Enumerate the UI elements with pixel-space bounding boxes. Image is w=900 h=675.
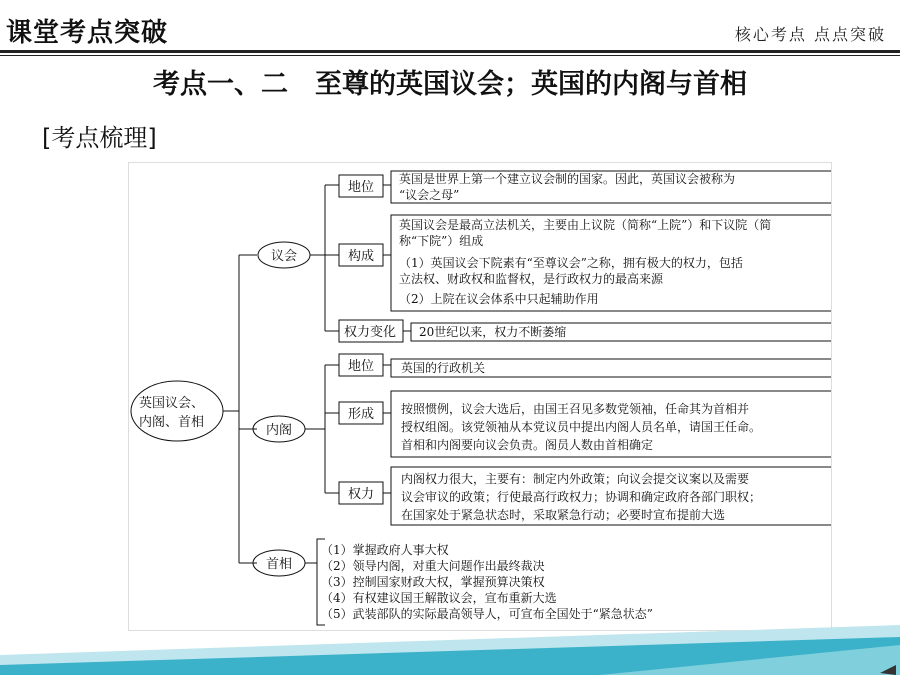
- header-title: 课堂考点突破: [6, 18, 169, 48]
- cabinet-position-text: 英国的行政机关: [401, 361, 486, 375]
- pm-text-2: （2）领导内阁，对重大问题作出最终裁决: [321, 559, 545, 573]
- parliament-power-text: 20世纪以来，权力不断萎缩: [419, 325, 567, 339]
- header-rule-thin: [0, 55, 900, 56]
- concept-diagram: [128, 162, 832, 631]
- decorative-bottom-band: [0, 625, 900, 675]
- cabinet-formation-text-1: 按照惯例，议会大选后，由国王召见多数党领袖，任命其为首相并: [401, 402, 750, 416]
- parliament-position-text-2: “议会之母”: [399, 188, 460, 202]
- cabinet-power-label: 权力: [348, 487, 375, 502]
- section-label: [考点梳理]: [42, 124, 157, 152]
- cabinet-label: 内阁: [266, 423, 293, 438]
- parliament-composition-text-3: （1）英国议会下院素有“至尊议会”之称，拥有极大的权力，包括: [399, 256, 743, 270]
- root-label-1: 英国议会、: [139, 396, 205, 411]
- parliament-power-label: 权力变化: [344, 325, 397, 340]
- parliament-composition-text-1: 英国议会是最高立法机关，主要由上议院（简称“上院”）和下议院（简: [399, 218, 772, 232]
- parliament-position-label: 地位: [348, 180, 375, 195]
- parliament-composition-label: 构成: [348, 249, 375, 264]
- pm-text-3: （3）控制国家财政大权，掌握预算决策权: [321, 575, 545, 589]
- pm-label: 首相: [266, 557, 293, 572]
- cabinet-formation-label: 形成: [348, 407, 375, 422]
- root-label-2: 内阁、首相: [139, 415, 205, 430]
- header-rule: [0, 50, 900, 53]
- cabinet-power-text-1: 内阁权力很大，主要有：制定内外政策；向议会提交议案以及需要: [401, 472, 750, 486]
- root-node: [131, 381, 223, 441]
- main-title: 考点一、二 至尊的英国议会；英国的内阁与首相: [153, 69, 747, 100]
- cabinet-position-label: 地位: [348, 359, 375, 374]
- diagram-canvas: [129, 163, 831, 630]
- header-right-label: 核心考点 点点突破: [734, 25, 886, 44]
- parliament-composition-text-2: 称“下院”）组成: [399, 234, 484, 248]
- pm-text-1: （1）掌握政府人事大权: [321, 543, 449, 557]
- parliament-position-text-1: 英国是世界上第一个建立议会制的国家。因此，英国议会被称为: [399, 172, 736, 186]
- cabinet-formation-text-2: 授权组阁。该党领袖从本党议员中提出内阁人员名单，请国王任命。: [401, 420, 762, 434]
- parliament-label: 议会: [271, 249, 298, 264]
- pm-text-4: （4）有权建议国王解散议会，宣布重新大选: [321, 591, 557, 605]
- parliament-composition-text-5: （2）上院在议会体系中只起辅助作用: [399, 292, 599, 306]
- pm-text-5: （5）武装部队的实际最高领导人，可宣布全国处于“紧急状态”: [321, 607, 653, 621]
- cabinet-formation-text-3: 首相和内阁要向议会负责。阁员人数由首相确定: [401, 438, 654, 452]
- cabinet-power-text-2: 议会审议的政策；行使最高行政权力；协调和确定政府各部门职权；: [401, 490, 762, 504]
- cabinet-power-text-3: 在国家处于紧急状态时，采取紧急行动；必要时宣布提前大选: [401, 508, 726, 522]
- parliament-composition-text-4: 立法权、财政权和监督权，是行政权力的最高来源: [399, 272, 664, 286]
